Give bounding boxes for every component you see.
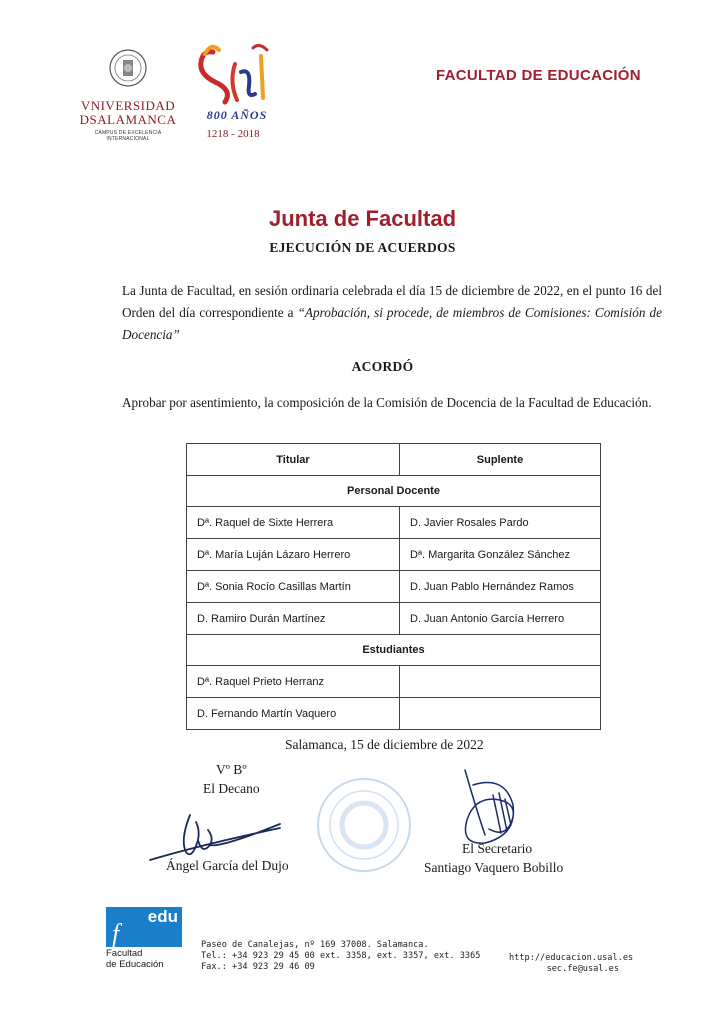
column-header-titular: Titular xyxy=(187,444,400,476)
university-name-line1: VNIVERSIDAD xyxy=(80,98,176,113)
faculty-stamp xyxy=(314,775,414,875)
section-row-students xyxy=(187,635,601,666)
document-subtitle: EJECUCIÓN DE ACUERDOS xyxy=(269,240,456,255)
footer-address xyxy=(201,940,480,973)
faculty-footer-logo xyxy=(106,907,182,973)
titular-cell: Dª. Raquel Prieto Herranz xyxy=(187,666,400,698)
secretary-label: El Secretario xyxy=(462,841,533,856)
anniversary-usal-mark xyxy=(193,42,283,112)
suplente-cell: D. Javier Rosales Pardo xyxy=(400,507,601,539)
anniversary-logo xyxy=(193,42,283,142)
agreement-paragraph-text: La Junta de Facultad, en sesión ordinaria celebrada el día 15 de diciembre de 2022, en el punto 16 del Orden del día correspondiente a xyxy=(122,283,662,320)
section-row-staff xyxy=(187,476,601,507)
secretary-name: Santiago Vaquero Bobillo xyxy=(424,860,564,875)
titular-cell: D. Ramiro Durán Martínez xyxy=(187,603,400,635)
university-name-line2: DSALAMANCA xyxy=(79,112,177,127)
university-tagline: CAMPUS DE EXCELENCIA INTERNACIONAL xyxy=(94,130,162,142)
website-link[interactable]: http://educacion.usal.es xyxy=(509,953,634,963)
address-line: Paseo de Canalejas, nº 169 37008. Salamanca. xyxy=(201,940,429,950)
table-row xyxy=(187,539,601,571)
fax-line: Fax.: +34 923 29 46 09 xyxy=(201,962,315,972)
approval-mark: Vº Bº xyxy=(216,762,247,777)
resolution-paragraph: Aprobar por asentimiento, la composición de la Comisión de Docencia de la Facultad de Educación. xyxy=(122,395,652,410)
dean-name: Ángel García del Dujo xyxy=(166,858,289,873)
university-logo xyxy=(78,48,178,142)
table-row xyxy=(187,698,601,730)
table-row xyxy=(187,603,601,635)
footer-logo-line2: de Educación xyxy=(106,959,164,970)
table-row xyxy=(187,571,601,603)
suplente-cell xyxy=(400,666,601,698)
agreement-paragraph xyxy=(122,280,662,346)
university-seal-icon xyxy=(108,48,148,88)
anniversary-text: 800 AÑOS xyxy=(206,108,268,122)
signature-date: Salamanca, 15 de diciembre de 2022 xyxy=(285,737,484,752)
suplente-cell: Dª. Margarita González Sánchez xyxy=(400,539,601,571)
document-title: Junta de Facultad xyxy=(268,206,457,231)
suplente-cell xyxy=(400,698,601,730)
faculty-header: FACULTAD DE EDUCACIÓN xyxy=(436,67,641,84)
footer-contact xyxy=(509,953,634,975)
resolution-heading: ACORDÓ xyxy=(351,359,414,374)
anniversary-years: 1218 - 2018 xyxy=(206,128,260,140)
email-link[interactable]: sec.fe@usal.es xyxy=(546,964,619,974)
table-header-row xyxy=(187,444,601,476)
suplente-cell: D. Juan Antonio García Herrero xyxy=(400,603,601,635)
section-label-staff: Personal Docente xyxy=(187,476,601,507)
footer-logo-letter: f xyxy=(112,919,120,948)
titular-cell: Dª. Raquel de Sixte Herrera xyxy=(187,507,400,539)
titular-cell: Dª. Sonia Rocío Casillas Martín xyxy=(187,571,400,603)
titular-cell: D. Fernando Martín Vaquero xyxy=(187,698,400,730)
section-label-students: Estudiantes xyxy=(187,635,601,666)
dean-label: El Decano xyxy=(203,781,260,796)
table-row xyxy=(187,666,601,698)
footer-logo-line1: Facultad xyxy=(106,948,143,959)
table-row xyxy=(187,507,601,539)
commission-members-table xyxy=(186,443,601,730)
phone-line: Tel.: +34 923 29 45 00 ext. 3358, ext. 3357, ext. 3365 xyxy=(201,951,481,961)
titular-cell: Dª. María Luján Lázaro Herrero xyxy=(187,539,400,571)
suplente-cell: D. Juan Pablo Hernández Ramos xyxy=(400,571,601,603)
agreement-paragraph-italic: “Aprobación, si procede, de miembros de Comisiones: Comisión de Docencia” xyxy=(122,305,662,342)
footer-logo-edu: edu xyxy=(147,907,178,926)
column-header-suplente: Suplente xyxy=(400,444,601,476)
